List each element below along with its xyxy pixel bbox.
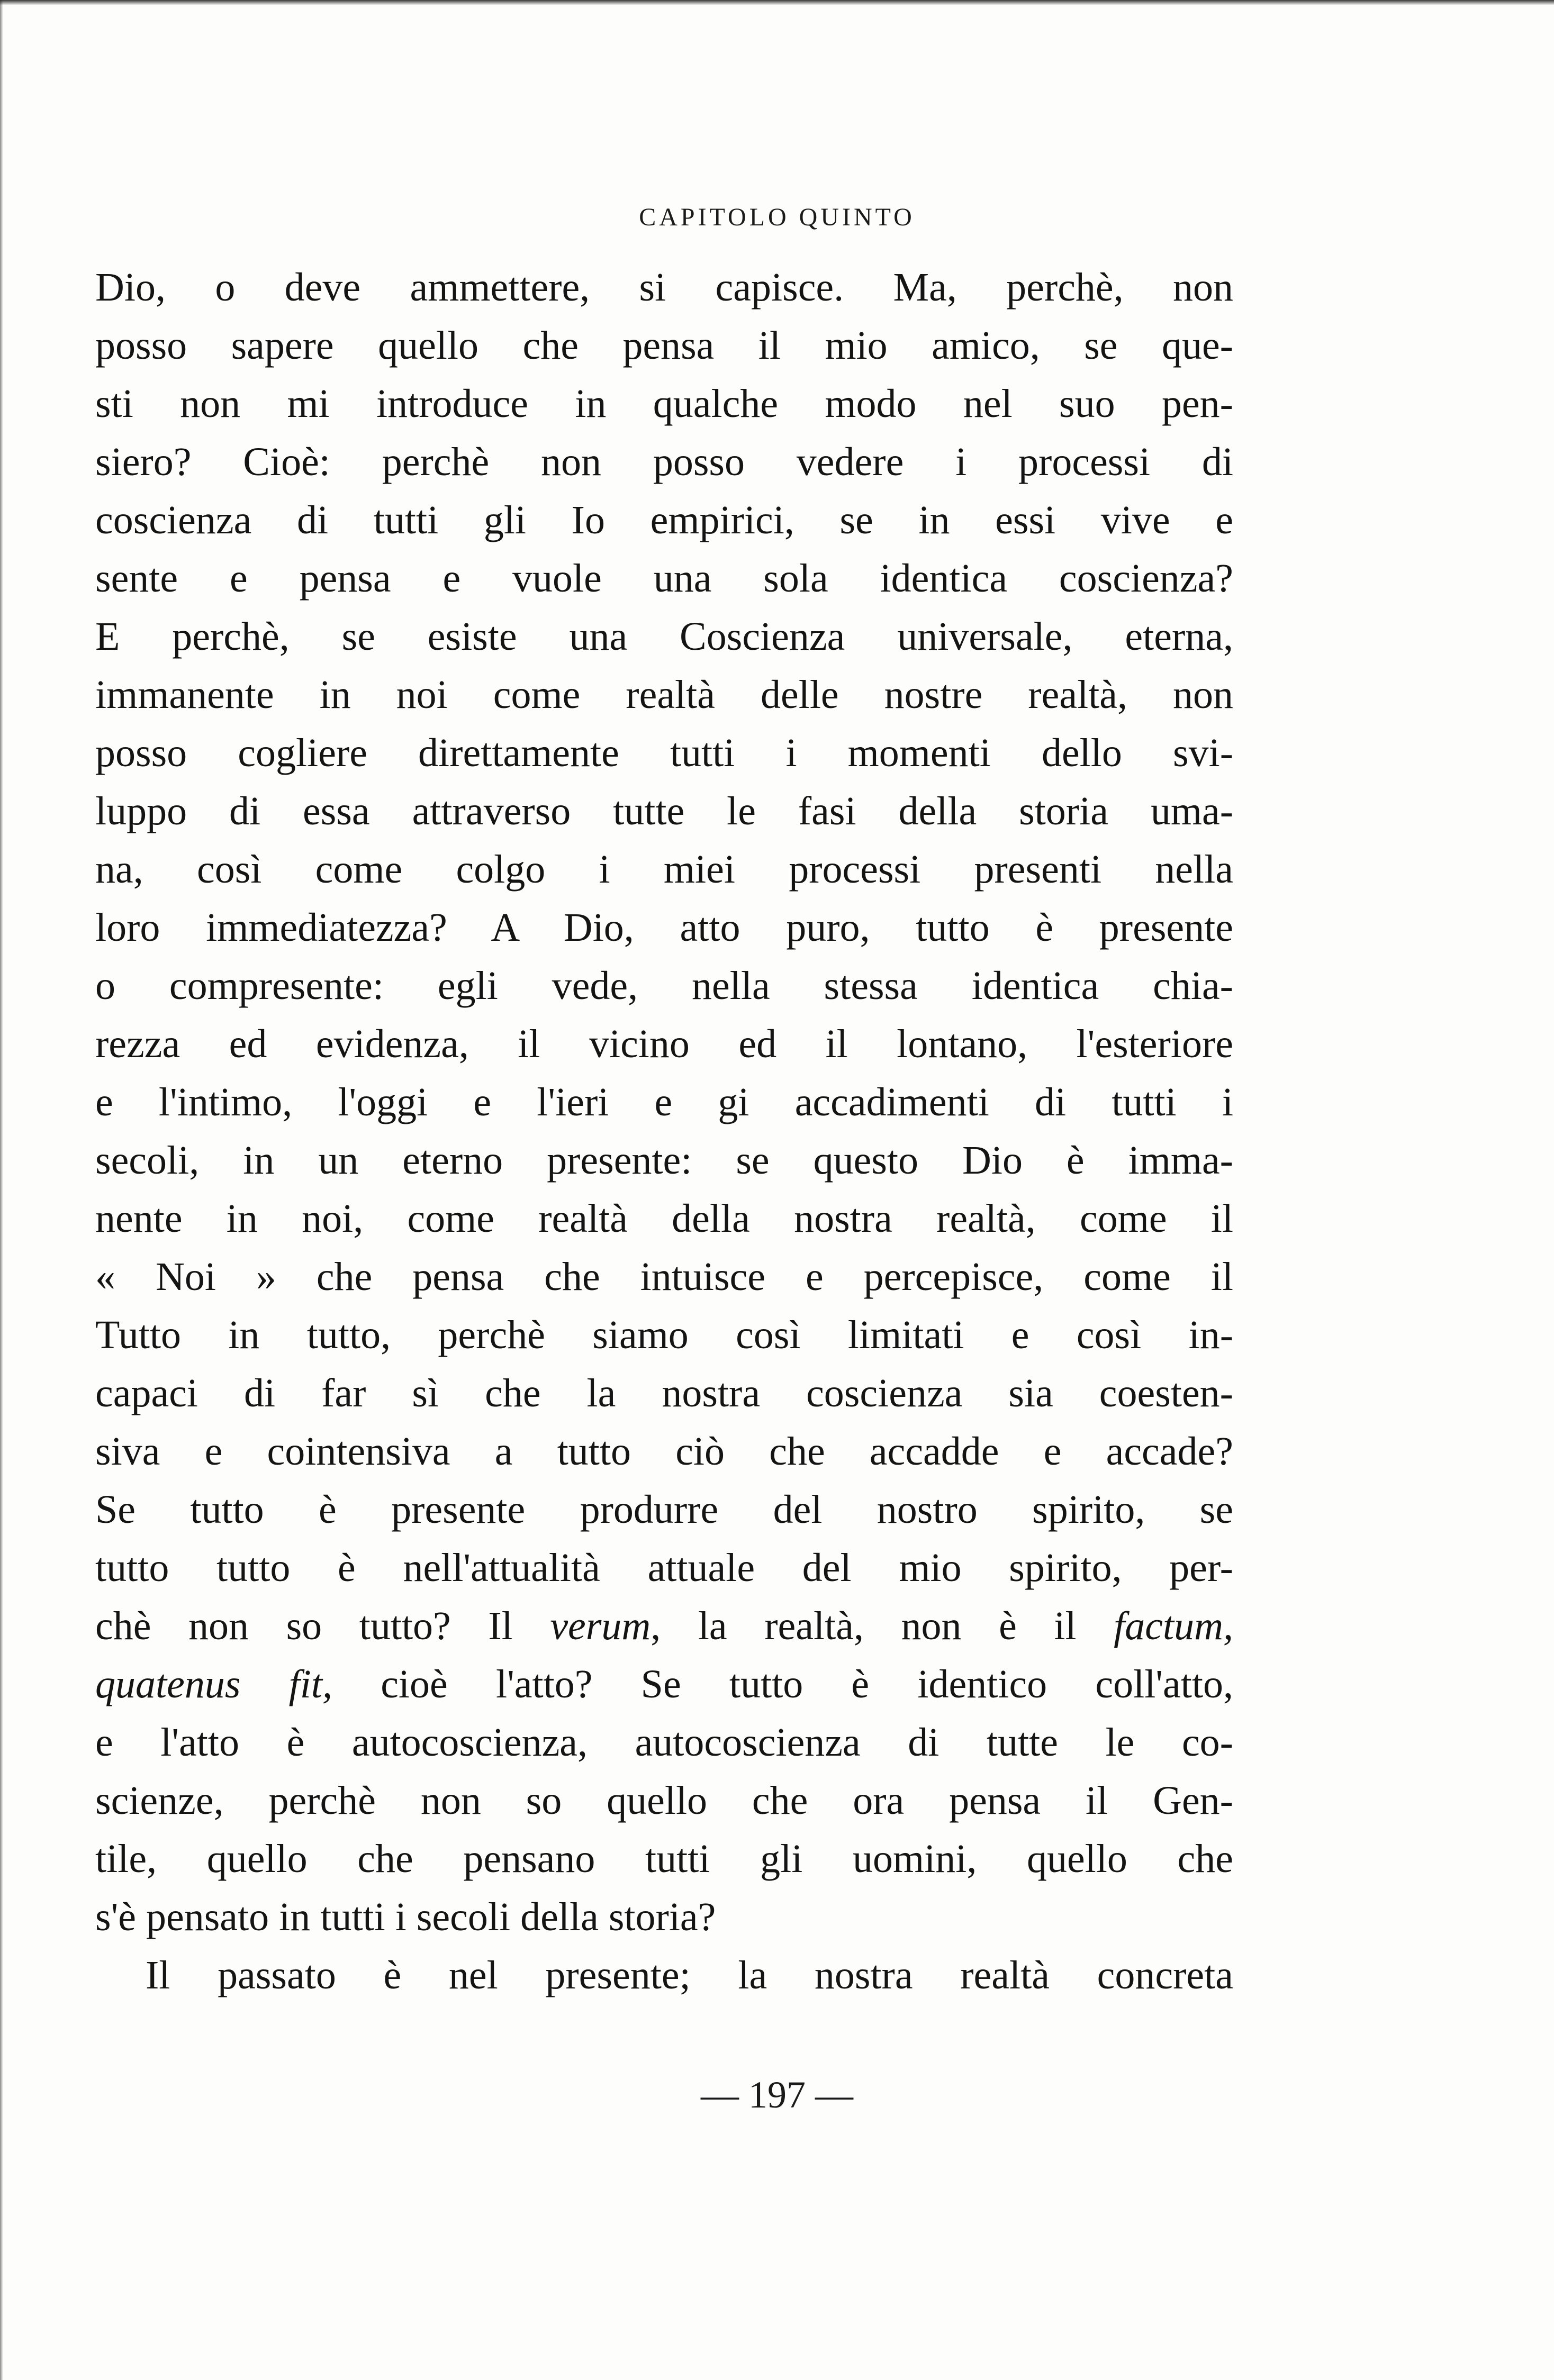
text-line: luppo di essa attraverso tutte le fasi della storia uma-: [95, 789, 1233, 833]
text-line: posso sapere quello che pensa il mio amico, se que-: [95, 323, 1233, 368]
text-line: tutto tutto è nell'attualità attuale del mio spirito, per-: [95, 1546, 1233, 1590]
text-segment: , la realtà, non è il: [650, 1604, 1114, 1648]
text-line: o compresente: egli vede, nella stessa identica chia-: [95, 964, 1233, 1008]
body-text: [95, 258, 1233, 2004]
text-line: nente in noi, come realtà della nostra realtà, come il: [95, 1196, 1233, 1241]
text-segment: chè non so tutto? Il: [95, 1604, 550, 1648]
text-line: siero? Cioè: perchè non posso vedere i processi di: [95, 440, 1233, 484]
text-line: Dio, o deve ammettere, si capisce. Ma, perchè, non: [95, 265, 1233, 310]
text-line: E perchè, se esiste una Coscienza universale, eterna,: [95, 614, 1233, 659]
text-line: posso cogliere direttamente tutti i momenti dello svi-: [95, 731, 1233, 775]
running-head: CAPITOLO QUINTO: [639, 203, 915, 231]
text-line: e l'atto è autocoscienza, autocoscienza di tutte le co-: [95, 1720, 1233, 1765]
text-line: « Noi » che pensa che intuisce e percepisce, come il: [95, 1255, 1233, 1299]
text-line: immanente in noi come realtà delle nostre realtà, non: [95, 673, 1233, 717]
text-line-with-italics: [95, 1597, 1233, 1655]
page-left-shadow: [0, 0, 3, 2380]
text-segment: cioè l'atto? Se tutto è identico coll'atto,: [332, 1662, 1233, 1706]
page-number: — 197 —: [701, 2074, 853, 2116]
italic-term-factum: factum,: [1114, 1604, 1234, 1648]
text-line: loro immediatezza? A Dio, atto puro, tutto è presente: [95, 905, 1233, 950]
text-line: capaci di far sì che la nostra coscienza sia coesten-: [95, 1371, 1233, 1415]
text-line: secoli, in un eterno presente: se questo Dio è imma-: [95, 1138, 1233, 1183]
text-line-with-italics: [95, 1655, 1233, 1713]
paragraph-end-line: s'è pensato in tutti i secoli della storia?: [95, 1895, 716, 1939]
text-line: rezza ed evidenza, il vicino ed il lontano, l'esteriore: [95, 1022, 1233, 1066]
text-line: e l'intimo, l'oggi e l'ieri e gi accadimenti di tutti i: [95, 1080, 1233, 1124]
text-line: coscienza di tutti gli Io empirici, se in essi vive e: [95, 498, 1233, 542]
text-line: sti non mi introduce in qualche modo nel suo pen-: [95, 381, 1233, 426]
paragraph-start-line: Il passato è nel presente; la nostra realtà concreta: [146, 1953, 1233, 1997]
text-line: scienze, perchè non so quello che ora pensa il Gen-: [95, 1778, 1233, 1823]
text-line: sente e pensa e vuole una sola identica coscienza?: [95, 556, 1233, 601]
text-line: Se tutto è presente produrre del nostro spirito, se: [95, 1487, 1233, 1532]
text-line: tile, quello che pensano tutti gli uomini, quello che: [95, 1837, 1233, 1881]
italic-term-verum: verum: [550, 1604, 651, 1648]
page-top-shadow: [0, 0, 1554, 5]
text-line: na, così come colgo i miei processi presenti nella: [95, 847, 1233, 892]
text-line: siva e cointensiva a tutto ciò che accadde e accade?: [95, 1429, 1233, 1474]
text-line: Tutto in tutto, perchè siamo così limitati e così in-: [95, 1313, 1233, 1357]
italic-term-quatenus-fit: quatenus fit,: [95, 1662, 332, 1706]
